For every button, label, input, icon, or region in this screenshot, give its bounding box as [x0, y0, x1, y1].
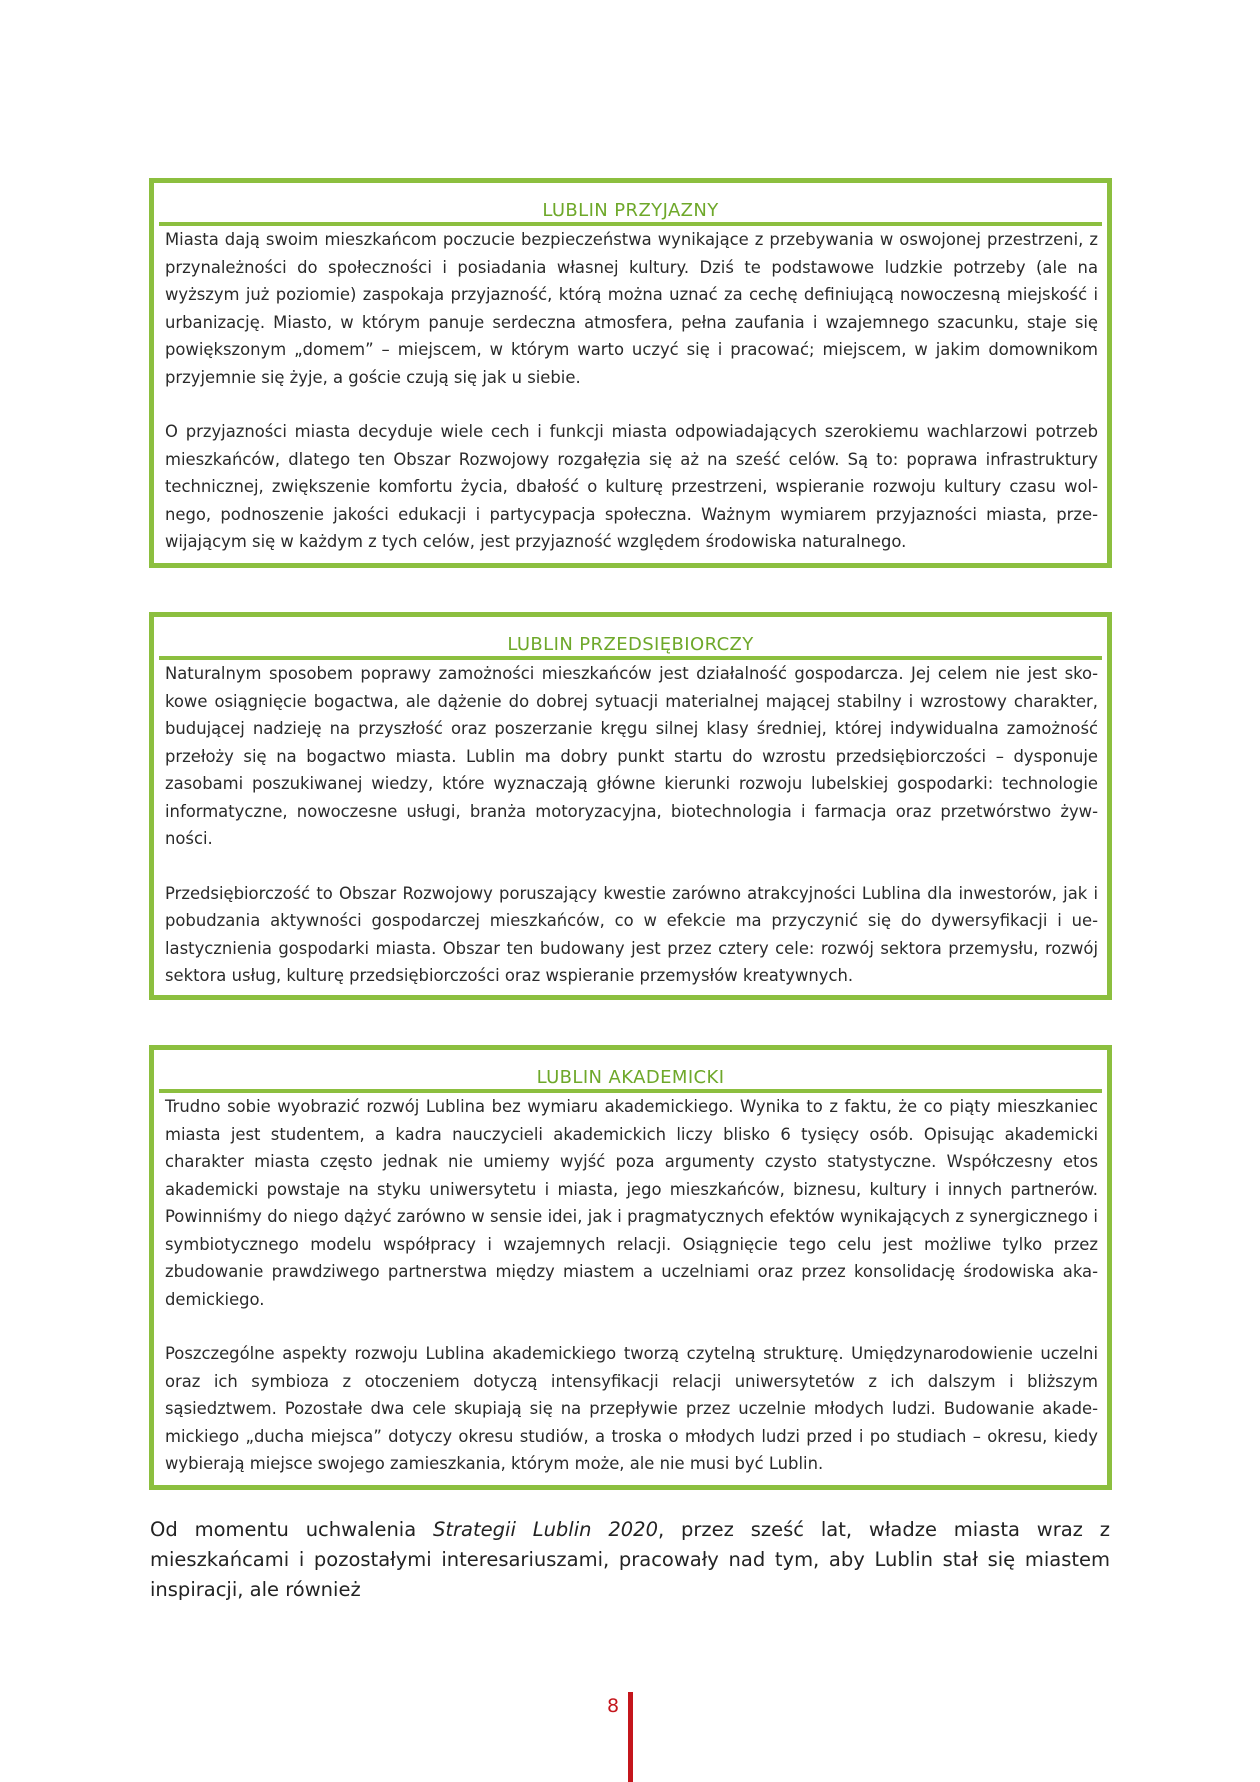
closing-text-end: , przez sześć lat, władze miasta wraz z mieszkańcami i pozostałymi interesariuszami, pracowały nad tym, aby Lublin stał się miastem inspiracji, ale również: [150, 1518, 1110, 1601]
strategy-title: Strategii Lublin 2020: [433, 1518, 658, 1541]
section-lublin-przedsiebiorczy: [149, 612, 1112, 1000]
section-title: LUBLIN PRZEDSIĘBIORCZY: [159, 635, 1102, 660]
section-paragraph: Poszczególne aspekty rozwoju Lublina akademickiego tworzą czytelną strukturę. Umiędzynarodowienie uczelni oraz ich symbioza z otoczeniem dotyczą intensyfikacji relacji uniwersytetów z ich dalszym i bliższym sąsiedztwem. Pozostałe dwa cele skupiają się na przepływie przez uczelnie młodych ludzi. Budowanie akademickiego „ducha miejsca” dotyczy okresu studiów, a troska o młodych ludzi przed i po studiach – okresu, kiedy wybierają miejsce swojego zamieszkania, którym może, ale nie musi być Lublin.: [165, 1344, 1098, 1473]
section-lublin-akademicki: [149, 1045, 1112, 1490]
section-lublin-przyjazny: [149, 178, 1112, 568]
section-paragraph: Przedsiębiorczość to Obszar Rozwojowy poruszający kwestie zarówno atrakcyjności Lublina dla inwestorów, jak i pobudzania aktywności gospodarczej mieszkańców, co w efekcie ma przyczynić się do dywersyfikacji i uelastycznienia gospodarki miasta. Obszar ten budowany jest przez cztery cele: rozwój sektora przemysłu, rozwój sektora usług, kulturę przedsiębiorczości oraz wspieranie przemysłów kreatywnych.: [165, 883, 1098, 985]
section-paragraph: O przyjazności miasta decyduje wiele cech i funkcji miasta odpowiadających szerokiemu wachlarzowi potrzeb mieszkańców, dlatego ten Obszar Rozwojowy rozgałęzia się aż na sześć celów. Są to: poprawa infrastruktury technicznej, zwiększenie komfortu życia, dbałość o kulturę przestrzeni, wspieranie rozwoju kultury czasu wolnego, podnoszenie jakości edukacji i partycypacja społeczna. Ważnym wymiarem przyjazności miasta, przewijającym się w każdym z tych celów, jest przyjazność względem środowiska naturalnego.: [165, 422, 1098, 551]
page-number: 8: [606, 1695, 620, 1717]
section-paragraph: Trudno sobie wyobrazić rozwój Lublina bez wymiaru akademickiego. Wynika to z faktu, że co piąty mieszkaniec miasta jest studentem, a kadra nauczycieli akademickich liczy blisko 6 tysięcy osób. Opisując akademicki charakter miasta często jednak nie umiemy wyjść poza argumenty czysto statystyczne. Współczesny etos akademicki powstaje na styku uniwersytetu i miasta, jego mieszkańców, biznesu, kultury i innych partnerów. Powinniśmy do niego dążyć zarówno w sensie idei, jak i pragmatycznych efektów wynikających z synergicznego i symbiotycznego modelu współpracy i wzajemnych relacji. Osiągnięcie tego celu jest możliwe tylko przez zbudowanie prawdziwego partnerstwa między miastem a uczelniami oraz przez konsolidację środowiska akademickiego.: [165, 1097, 1098, 1309]
closing-paragraph: [150, 1515, 1110, 1605]
page-number-rule: [628, 1692, 633, 1782]
section-title: LUBLIN PRZYJAZNY: [159, 201, 1102, 226]
section-paragraph: Naturalnym sposobem poprawy zamożności mieszkańców jest działalność gospodarcza. Jej celem nie jest skokowe osiągnięcie bogactwa, ale dążenie do dobrej sytuacji materialnej mającej stabilny i wzrostowy charakter, budującej nadzieję na przyszłość oraz poszerzanie kręgu silnej klasy średniej, której indywidualna zamożność przełoży się na bogactwo miasta. Lublin ma dobry punkt startu do wzrostu przedsiębiorczości – dysponuje zasobami poszukiwanej wiedzy, które wyznaczają główne kierunki rozwoju lubelskiej gospodarki: technologie informatyczne, nowoczesne usługi, branża motoryzacyjna, biotechnologia i farmacja oraz przetwórstwo żywności.: [165, 664, 1098, 848]
closing-text-start: Od momentu uchwalenia: [150, 1518, 434, 1541]
section-title: LUBLIN AKADEMICKI: [159, 1068, 1102, 1093]
section-paragraph: Miasta dają swoim mieszkańcom poczucie bezpieczeństwa wynikające z przebywania w oswojonej przestrzeni, z przynależności do społeczności i posiadania własnej kultury. Dziś te podstawowe ludzkie potrzeby (ale na wyższym już poziomie) zaspokaja przyjazność, którą można uznać za cechę definiującą nowoczesną miejskość i urbanizację. Miasto, w którym panuje serdeczna atmosfera, pełna zaufania i wzajemnego szacunku, staje się powiększonym „domem” – miejscem, w którym warto uczyć się i pracować; miejscem, w jakim domownikom przyjemnie się żyje, a goście czują się jak u siebie.: [165, 230, 1098, 387]
